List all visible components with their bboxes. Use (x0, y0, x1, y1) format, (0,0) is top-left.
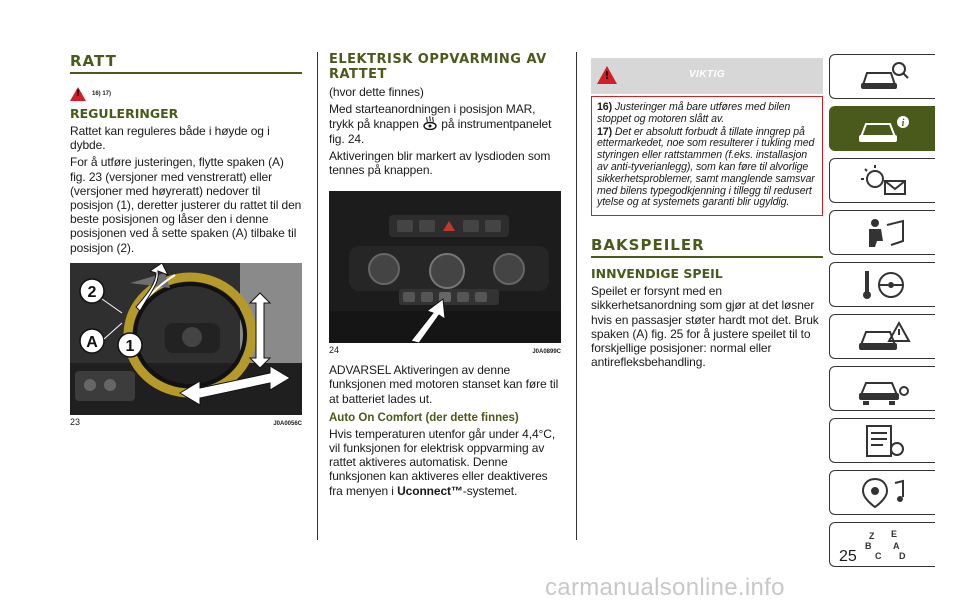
heated-steering-wheel-icon (422, 116, 438, 130)
important-title: VIKTIG (688, 69, 726, 80)
warning-refs: 16) 17) (92, 91, 112, 97)
index-letter: Z (868, 530, 874, 541)
multimedia-icon (855, 475, 911, 511)
note-number: 17) (597, 125, 613, 138)
paragraph (329, 102, 561, 146)
chapter-tabs (829, 54, 935, 574)
tab-specifications[interactable] (829, 418, 935, 463)
airbag-seat-icon (855, 215, 911, 251)
column-steering (70, 52, 302, 427)
svg-text:i: i (901, 117, 904, 129)
figure-caption (329, 345, 561, 355)
figure-code: J0A0056C (273, 420, 302, 427)
figure-label-2: 2 (87, 283, 97, 301)
column-divider (317, 52, 318, 540)
section-title-bakspeiler: BAKSPEILER (591, 236, 823, 258)
car-warning-icon (855, 319, 911, 355)
watermark: carmanualsonline.info (545, 574, 785, 601)
figure-steering-adjust (70, 263, 302, 415)
paragraph-text: Hvis temperaturen utenfor går under 4,4°C, vil funksjonen for elektrisk oppvarming av rattet aktiveres automatisk. Denne funksjonen kan aktiveres eller deaktiveres fra menyen i (329, 426, 556, 498)
paragraph (329, 427, 561, 498)
tab-car-service[interactable] (829, 366, 935, 411)
index-letter: D (898, 550, 905, 561)
figure-caption (70, 417, 302, 427)
paragraph: Speilet er forsynt med en sikkerhetsanordning som gjør at det løsner hvis en passasjer støter hardt mot det. Bruk spaken (A) fig. 25 for å justere speilet til to forskjellige posisjoner: normal eller antirefleksbehandling. (591, 284, 819, 370)
note-16 (597, 102, 817, 126)
index-letter: E (890, 528, 897, 539)
subsection-title-reguleringer: REGULERINGER (70, 106, 179, 121)
column-heated-wheel (329, 52, 561, 498)
section-title-ratt: RATT (70, 52, 302, 74)
tab-warning-lights[interactable] (829, 158, 935, 203)
tab-car-warning[interactable] (829, 314, 935, 359)
dashboard-illustration (329, 191, 561, 343)
important-box-header (591, 58, 823, 94)
brand-name: Uconnect™ (397, 483, 463, 498)
warning-lights-icon (855, 163, 911, 199)
warning-triangle-icon (70, 87, 86, 101)
steering-wheel-illustration (70, 263, 302, 415)
steering-wheel-icon (855, 267, 911, 303)
note-17 (597, 127, 817, 210)
index-letter: B (864, 540, 871, 551)
paragraph-warning: ADVARSEL Aktiveringen av denne funksjonen med motoren stanset kan føre til at batteriet lades ut. (329, 363, 559, 406)
paragraph: Aktiveringen blir markert av lysdioden som tennes på knappen. (329, 148, 551, 178)
subsection-title-auto-on-comfort: Auto On Comfort (der dette finnes) (329, 411, 519, 424)
index-icon (855, 527, 911, 563)
figure-code: J0A0899C (532, 349, 561, 356)
paragraph-text: på instrumentpanelet fig. 24. (329, 117, 552, 146)
car-info-icon (855, 111, 911, 147)
figure-label-a: A (86, 333, 98, 351)
tab-car-info[interactable] (829, 106, 935, 151)
page-number: 25 (839, 548, 857, 565)
tab-multimedia[interactable] (829, 470, 935, 515)
paragraph: (hvor dette finnes) (329, 85, 424, 99)
subsection-title-innvendige-speil: INNVENDIGE SPEIL (591, 266, 723, 282)
note-number: 16) (597, 101, 613, 113)
figure-dashboard-button (329, 191, 561, 343)
note-text: Det er absolutt forbudt å tillate inngrep på ettermarkedet, noe som resulterer i tukling med styringen eller rattstammen (f.eks. installasjon av anti-tyverianlegg), som kan føre til alvorlige sikkerhetsproblemer, samt manglende samsvar med bilens typegodkjenning i tillegg til redusert ytelse og at systemets garanti blir ugyldig. (597, 125, 815, 209)
paragraph: Rattet kan reguleres både i høyde og i dybde. (70, 124, 270, 153)
figure-label-1: 1 (125, 337, 135, 355)
column-divider (576, 52, 577, 540)
car-search-icon (855, 59, 911, 95)
paragraph-text: -systemet. (462, 483, 518, 498)
important-box (591, 96, 823, 216)
tab-steering[interactable] (829, 262, 935, 307)
warning-reference (70, 86, 302, 102)
column-mirrors (591, 58, 823, 369)
figure-number: 23 (70, 416, 81, 427)
section-title-heated-wheel: ELEKTRISK OPPVARMING AV RATTET (329, 52, 547, 82)
tab-car-search[interactable] (829, 54, 935, 99)
specifications-icon (855, 423, 911, 459)
car-service-icon (855, 371, 911, 407)
index-letter: C (874, 550, 881, 561)
note-text: Justeringer må bare utføres med bilen stoppet og motoren slått av. (597, 101, 791, 125)
tab-airbag-seat[interactable] (829, 210, 935, 255)
figure-number: 24 (329, 345, 340, 356)
index-letter: A (892, 540, 899, 551)
paragraph-text: Med starteanordningen i posisjon MAR, trykk på knappen (329, 102, 536, 132)
paragraph: For å utføre justeringen, flytte spaken (A) fig. 23 (versjoner med venstreratt) eller (versjoner med høyreratt) nedover til posisjon (1), deretter justerer du rattet til den beste posisjonen og låser den i denne posisjonen ved å sette spaken (A) tilbake til posisjon (2). (70, 155, 302, 255)
